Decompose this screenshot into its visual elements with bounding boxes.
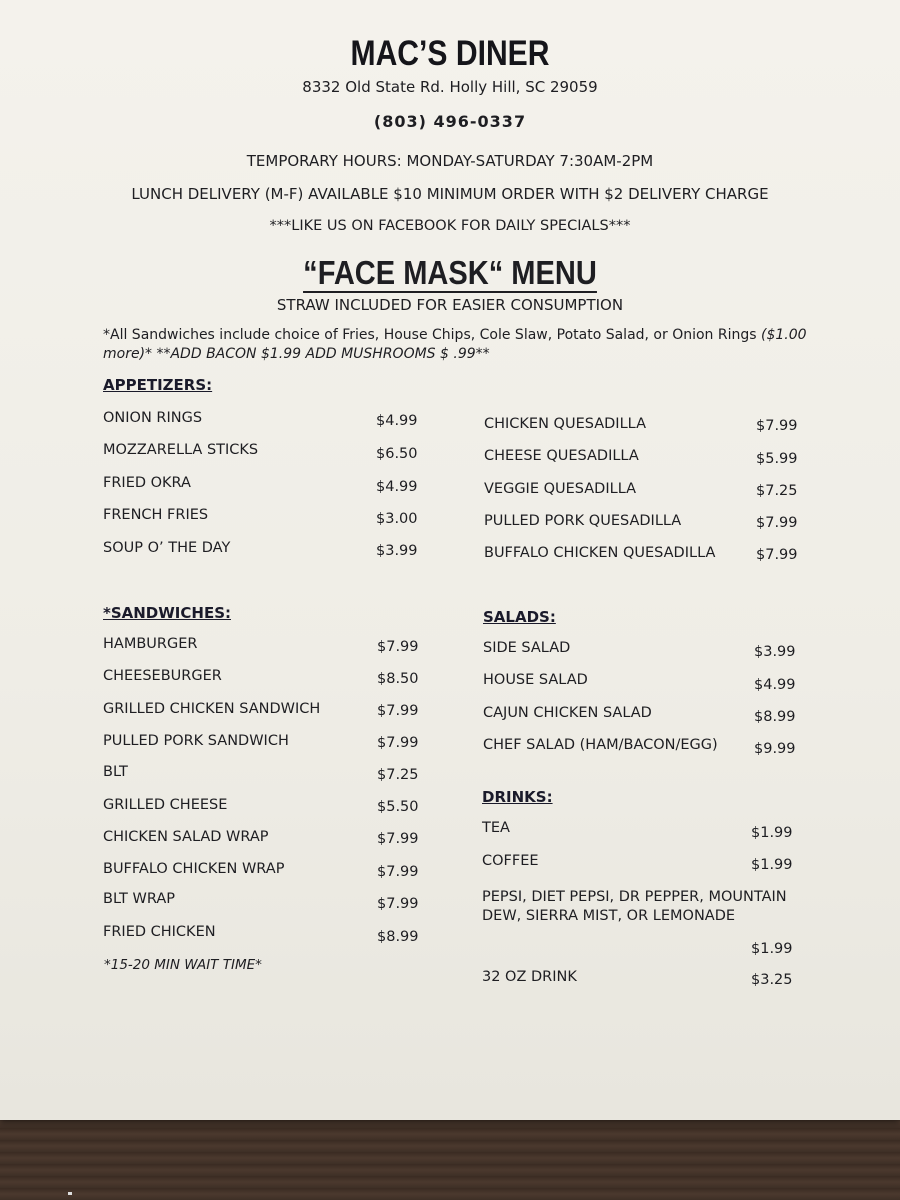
menu-item-price: $8.99 (754, 709, 796, 725)
facebook-notice: ***LIKE US ON FACEBOOK FOR DAILY SPECIALS*** (269, 218, 631, 234)
menu-item-price: $3.25 (751, 972, 793, 988)
drinks-heading: DRINKS: (482, 788, 553, 806)
menu-item-name: GRILLED CHICKEN SANDWICH (103, 701, 321, 717)
sandwiches-heading: *SANDWICHES: (103, 604, 231, 622)
menu-item-price: $8.99 (377, 929, 419, 945)
menu-item-name: CHEESE QUESADILLA (484, 448, 639, 464)
menu-item-price: $4.99 (376, 479, 418, 495)
menu-item-name: FRIED CHICKEN (103, 924, 216, 940)
menu-item-price: $4.99 (754, 677, 796, 693)
menu-item-name: 32 OZ DRINK (482, 969, 577, 985)
table-speck (68, 1192, 72, 1195)
menu-item-name: BLT (103, 764, 128, 780)
menu-item-price: $5.50 (377, 799, 419, 815)
menu-item-price: $7.99 (377, 864, 419, 880)
menu-item-name: MOZZARELLA STICKS (103, 442, 259, 458)
menu-item-price: $7.99 (377, 703, 419, 719)
menu-item-name: HAMBURGER (103, 636, 198, 652)
sandwich-sides-note (103, 326, 818, 364)
menu-item-name: CHEESEBURGER (103, 668, 222, 684)
menu-item-name: PEPSI, DIET PEPSI, DR PEPPER, MOUNTAIN DEW, SIERRA MIST, OR LEMONADE (482, 889, 787, 924)
menu-item-price: $7.99 (377, 639, 419, 655)
menu-item-price: $5.99 (756, 451, 798, 467)
menu-item-price: $1.99 (751, 825, 793, 841)
menu-title-text: “FACE MASK“ MENU (303, 254, 597, 291)
menu-item-name: COFFEE (482, 853, 539, 869)
menu-item-price: $7.99 (377, 896, 419, 912)
menu-item-price: $8.50 (377, 671, 419, 687)
menu-item-name: HOUSE SALAD (483, 672, 588, 688)
menu-item-name: TEA (482, 820, 510, 836)
menu-item-price: $9.99 (754, 741, 796, 757)
menu-item-price: $7.99 (756, 418, 798, 434)
menu-item-price: $3.00 (376, 511, 418, 527)
menu-item-name: CHICKEN QUESADILLA (484, 416, 646, 432)
sandwich-note-text: *All Sandwiches include choice of Fries, House Chips, Cole Slaw, Potato Salad, or Onion Rings (103, 327, 757, 343)
menu-item-price: $7.99 (377, 735, 419, 751)
menu-item-price: $7.99 (756, 515, 798, 531)
delivery-notice: LUNCH DELIVERY (M-F) AVAILABLE $10 MINIMUM ORDER WITH $2 DELIVERY CHARGE (131, 185, 769, 203)
menu-item-price: $7.25 (756, 483, 798, 499)
menu-item-price: $7.99 (377, 831, 419, 847)
sandwich-note-italic: ($1.00 more)* **ADD BACON $1.99 ADD MUSHROOMS $ .99** (103, 327, 807, 362)
menu-item-price: $1.99 (751, 857, 793, 873)
menu-item-name: VEGGIE QUESADILLA (484, 481, 637, 497)
menu-item-name: PULLED PORK QUESADILLA (484, 513, 682, 529)
hours-notice: TEMPORARY HOURS: MONDAY-SATURDAY 7:30AM-2PM (246, 152, 654, 170)
menu-item-name: PULLED PORK SANDWICH (103, 733, 289, 749)
menu-item-name: FRENCH FRIES (103, 507, 209, 523)
appetizers-heading: APPETIZERS: (103, 376, 213, 394)
menu-item-name: BLT WRAP (103, 891, 175, 907)
menu-item-name: SOUP O’ THE DAY (103, 540, 231, 556)
menu-item-name: CHEF SALAD (HAM/BACON/EGG) (483, 737, 718, 753)
menu-title (54, 254, 846, 292)
menu-item-price: $7.99 (756, 547, 798, 563)
wait-time-note: *15-20 MIN WAIT TIME* (104, 957, 262, 973)
restaurant-phone: (803) 496-0337 (373, 112, 527, 131)
menu-item-name: SIDE SALAD (483, 640, 571, 656)
straw-note: STRAW INCLUDED FOR EASIER CONSUMPTION (276, 296, 624, 314)
menu-item-price: $4.99 (376, 413, 418, 429)
restaurant-address: 8332 Old State Rd. Holly Hill, SC 29059 (302, 78, 598, 96)
menu-item-price: $1.99 (751, 941, 793, 957)
salads-heading: SALADS: (483, 608, 556, 626)
menu-item-price: $3.99 (376, 543, 418, 559)
menu-item-name: BUFFALO CHICKEN WRAP (103, 861, 285, 877)
menu-item-name: ONION RINGS (103, 410, 203, 426)
menu-item-price: $6.50 (376, 446, 418, 462)
table-surface (0, 1110, 900, 1200)
menu-item-price: $7.25 (377, 767, 419, 783)
menu-item-name: CAJUN CHICKEN SALAD (483, 705, 652, 721)
restaurant-name: MAC’S DINER (350, 34, 550, 73)
menu-item-price: $3.99 (754, 644, 796, 660)
menu-item-name: FRIED OKRA (103, 475, 191, 491)
menu-item-name: GRILLED CHEESE (103, 797, 228, 813)
menu-item-name: CHICKEN SALAD WRAP (103, 829, 269, 845)
menu-item-name: BUFFALO CHICKEN QUESADILLA (484, 545, 716, 561)
